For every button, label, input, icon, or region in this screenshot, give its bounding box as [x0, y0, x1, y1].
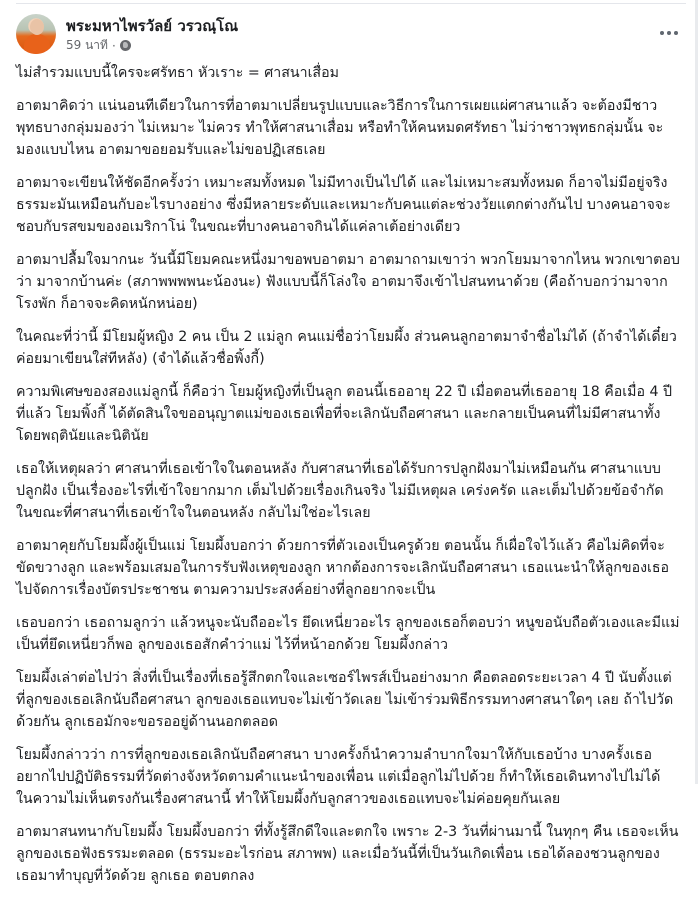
dot-icon [660, 31, 664, 35]
globe-icon[interactable] [120, 40, 131, 51]
avatar-head [30, 19, 44, 35]
post-paragraph: อาตมาจะเขียนให้ชัดอีกครั้งว่า เหมาะสมทั้งหมด ไม่มีทางเป็นไปได้ และไม่เหมาะสมทั้งหมด ก็อาจไม่มีอยู่จริง ธรรมะมันเหมือนกับอะไรบางอย่าง ซึ่งมีหลายระดับและเหมาะกับคนแต่ละช่วงวัยแตกต่างกันไป บางคนอาจจะชอบกับรสขมของอเมริกาโน่ ในขณะที่บางคนอาจกินได้แค่ลาเต้อย่างเดียว [16, 175, 671, 235]
author-avatar[interactable] [16, 14, 56, 54]
post-paragraph: เธอให้เหตุผลว่า ศาสนาที่เธอเข้าใจในตอนหลัง กับศาสนาที่เธอได้รับการปลูกฝังมาไม่เหมือนกัน ศาสนาแบบปลูกฝัง เป็นเรื่องอะไรที่เข้าใจยากมาก เต็มไปด้วยเรื่องเกินจริง ไม่มีเหตุผล เคร่งครัด และเต็มไปด้วยข้อจำกัด ในขณะที่ศาสนาที่เธอเข้าใจในตอนหลัง กลับไม่ใช่อะไรเลย [16, 461, 664, 521]
post-paragraph: ไม่สำรวมแบบนี้ใครจะศรัทธา หัวเราะ = ศาสนาเสื่อม [16, 65, 339, 81]
post-paragraph: อาตมาคิดว่า แน่นอนทีเดียวในการที่อาตมาเปลี่ยนรูปแบบและวิธีการในการเผยแผ่ศาสนาแล้ว จะต้องมีชาวพุทธบางกลุ่มมองว่า ไม่เหมาะ ไม่ควร ทำให้ศาสนาเสื่อม หรือทำให้คนหมดศรัทธา ไม่ว่าชาวพุทธกลุ่มนั้น จะมองแบบไหน อาตมาขอยอมรับและไม่ขอปฏิเสธเลย [16, 98, 664, 158]
post-paragraph: อาตมาคุยกับโยมผึ้งผู้เป็นแม่ โยมผึ้งบอกว่า ด้วยการที่ตัวเองเป็นครูด้วย ตอนนั้น ก็เผื่อใจไว้แล้ว คือไม่คิดที่จะขัดขวางลูก และพร้อมเสมอในการรับฟังเหตุของลูก หากต้องการจะเลิกนับถือศาสนา เธอแนะนำให้ลูกของเธอไปจัดการเรื่องบัตรประชาชน ตามความประสงค์อย่างที่ลูกอยากจะเป็น [16, 538, 670, 598]
post-paragraph: อาตมาสนทนากับโยมผึ้ง โยมผึ้งบอกว่า ที่ทั้งรู้สึกดีใจและตกใจ เพราะ 2-3 วันที่ผ่านมานี้ ในทุกๆ คืน เธอจะเห็นลูกของเธอฟังธรรมะตลอด (ธรรมะอะไรก่อน สภาพพ) และเมื่อวันนี้ที่เป็นวันเกิดเพื่อน เธอได้ลองชวนลูกของเธอมาทำบุญที่วัดด้วย ลูกเธอ ตอบตกลง [16, 824, 679, 884]
dot-icon [667, 31, 671, 35]
post-paragraph: เธอบอกว่า เธอถามลูกว่า แล้วหนูจะนับถืออะไร ยึดเหนี่ยวอะไร ลูกของเธอก็ตอบว่า หนูขอนับถือตัวเองและมีแม่เป็นที่ยึดเหนี่ยวก็พอ ลูกของเธอสักคำว่าแม่ ไว้ที่หน้าอกด้วย โยมผึ้งกล่าว [16, 615, 680, 653]
scrollbar-track[interactable] [695, 0, 698, 784]
author-name[interactable]: พระมหาไพรวัลย์ วรวณฺโณ [66, 17, 239, 35]
post-paragraph: อาตมาปลื้มใจมากนะ วันนี้มีโยมคณะหนึ่งมาขอพบอาตมา อาตมาถามเขาว่า พวกโยมมาจากไหน พวกเขาตอบว่า มาจากบ้านค่ะ (สภาพพพพนะน้องนะ) ฟังแบบนี้ก็โล่งใจ อาตมาจึงเข้าไปสนทนาด้วย (คือถ้าบอกว่ามาจากโรงพัก ก็อาจจะคิดหนักหน่อย) [16, 252, 680, 312]
post-meta [66, 36, 131, 55]
post-timestamp[interactable]: 59 นาที [66, 38, 108, 52]
post-paragraph: โยมผึ้งกล่าวว่า การที่ลูกของเธอเลิกนับถือศาสนา บางครั้งก็นำความลำบากใจมาให้กับเธอบ้าง บางครั้งเธออยากไปปฏิบัติธรรมที่วัดต่างจังหวัดตามคำแนะนำของเพื่อน แต่เมื่อลูกไม่ไปด้วย ก็ทำให้เธอเดินทางไปไม่ได้ ในความไม่เห็นตรงกันเรื่องศาสนานี้ ทำให้โยมผึ้งกับลูกสาวของเธอแทบจะไม่ค่อยคุยกันเลย [16, 747, 661, 807]
dot-icon [674, 31, 678, 35]
more-options-button[interactable] [658, 28, 680, 38]
post-body [16, 62, 680, 898]
post-paragraph: โยมผึ้งเล่าต่อไปว่า สิ่งที่เป็นเรื่องที่เธอรู้สึกตกใจและเซอร์ไพรส์เป็นอย่างมาก คือตลอดระยะเวลา 4 ปี นับตั้งแต่ที่ลูกของเธอเลิกนับถือศาสนา ลูกของเธอแทบจะไม่เข้าวัดเลย ไม่เข้าร่วมพิธีกรรมทางศาสนาใดๆ เลย ถ้าไปวัดด้วยกัน ลูกเธอมักจะขอรออยู่ด้านนอกตลอด [16, 670, 674, 730]
avatar-robe [24, 34, 50, 54]
post-paragraph: ความพิเศษของสองแม่ลูกนี้ ก็คือว่า โยมผู้หญิงที่เป็นลูก ตอนนี้เธออายุ 22 ปี เมื่อตอนที่เธออายุ 18 คือเมื่อ 4 ปีที่แล้ว โยมพิ้งกี้ ได้ตัดสินใจขออนุญาตแม่ของเธอเพื่อที่จะเลิกนับถือศาสนา และกลายเป็นคนที่ไม่มีศาสนาทั้งโดยพฤตินัยและนิตินัย [16, 384, 673, 444]
post-header [0, 0, 692, 56]
meta-separator: · [111, 38, 116, 53]
post-paragraph: ในคณะที่ว่านี้ มีโยมผู้หญิง 2 คน เป็น 2 แม่ลูก คนแม่ชื่อว่าโยมผึ้ง ส่วนคนลูกอาตมาจำชื่อไม่ได้ (ถ้าจำได้เดี๋ยวค่อยมาเขียนใส่ทีหลัง) (จำได้แล้วชื่อพิ้งกี้) [16, 329, 677, 367]
